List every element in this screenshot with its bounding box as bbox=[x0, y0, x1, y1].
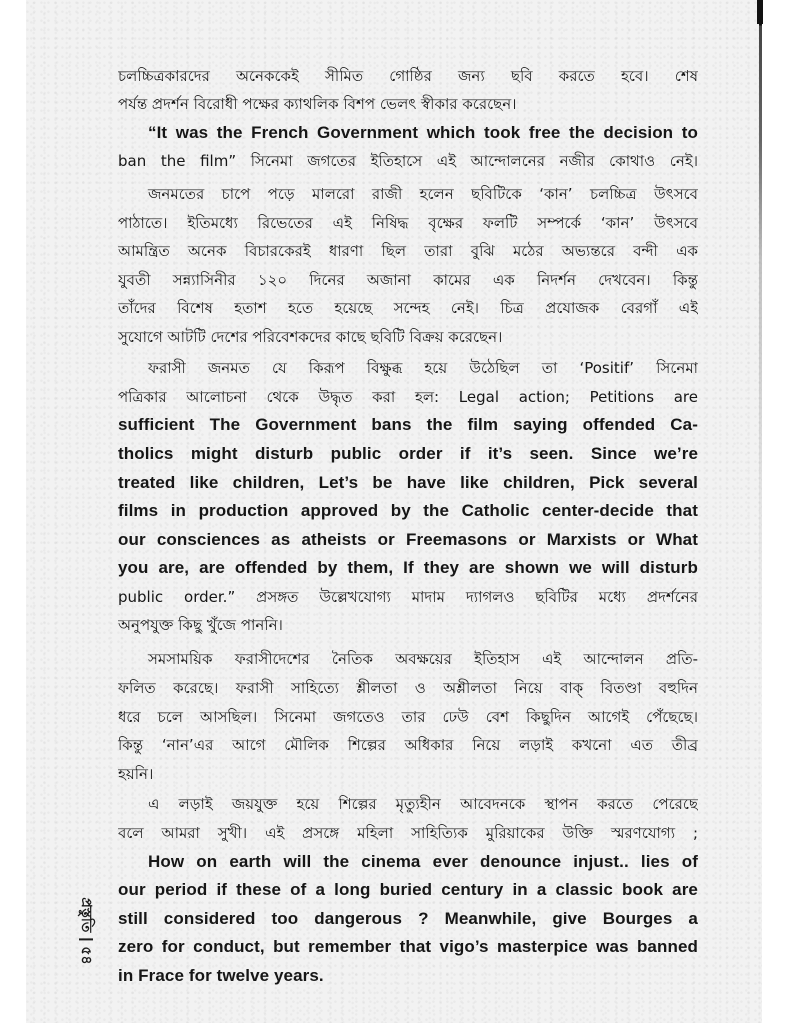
text-line: public order.” প্রসঙ্গত উল্লেখযোগ্য মাদাম দ্যাগলও ছবিটির মধ্যে প্রদর্শনের bbox=[118, 588, 698, 606]
text-line: চলচ্চিত্রকারদের অনেককেই সীমিত গোষ্ঠির জন্য ছবি করতে হবে। শেষ bbox=[118, 67, 698, 85]
text-line: কিন্তু ‘নান’এর আগে মৌলিক শিল্পের অধিকার নিয়ে লড়াই কখনো এত তীব্র bbox=[118, 736, 698, 754]
text-line: সমসাময়িক ফরাসীদেশের নৈতিক অবক্ষয়ের ইতিহাস এই আন্দোলন প্রতি- bbox=[148, 650, 698, 668]
text-line: পর্যন্ত প্রদর্শন বিরোধী পক্ষের ক্যাথলিক বিশপ ভেলৎ স্বীকার করেছেন। bbox=[118, 95, 517, 113]
text-line: আমন্ত্রিত অনেক বিচারকেরই ধারণা ছিল তারা বুঝি মঠের অভ্যন্তরে বন্দী এক bbox=[118, 242, 698, 260]
text-line: sufficient The Government bans the film saying offended Ca- bbox=[118, 415, 698, 434]
text-line: “It was the French Government which took free the decision to bbox=[148, 123, 698, 142]
text-line: জনমতের চাপে পড়ে মালরো রাজী হলেন ছবিটিকে ‘কান’ চলচ্চিত্র উৎসবে bbox=[148, 185, 698, 203]
text-line: films in production approved by the Catholic center-decide that bbox=[118, 501, 698, 520]
text-line: our consciences as atheists or Freemasons or Marxists or What bbox=[118, 530, 698, 549]
text-line: পাঠাতে। ইতিমধ্যে রিভেতের এই নিষিদ্ধ বৃক্ষের ফলটি সম্পর্কে ‘কান’ উৎসবে bbox=[118, 214, 698, 232]
text-line: ban the film” সিনেমা জগতের ইতিহাসে এই আন্দোলনের নজীর কোথাও নেই। bbox=[118, 152, 698, 170]
text-line: ফরাসী জনমত যে কিরূপ বিক্ষুব্ধ হয়ে উঠেছিল তা ‘Positif’ সিনেমা bbox=[148, 359, 698, 377]
text-line: you are, are offended by them, If they are shown we will disturb bbox=[118, 558, 698, 577]
page-edge-line bbox=[759, 0, 762, 1023]
margin-running-head bbox=[66, 868, 106, 993]
text-line: still considered too dangerous ? Meanwhile, give Bourges a bbox=[118, 909, 698, 928]
text-line: in Frace for twelve years. bbox=[118, 966, 324, 985]
running-title: প্রস্তুতি bbox=[78, 896, 94, 932]
page-number: ৫৪ bbox=[78, 945, 94, 965]
text-line: our period if these of a long buried century in a classic book are bbox=[118, 880, 698, 899]
divider bbox=[79, 938, 93, 940]
text-line: অনুপযুক্ত কিছু খুঁজে পাননি। bbox=[118, 616, 283, 634]
text-line: বলে আমরা সুখী। এই প্রসঙ্গে মহিলা সাহিত্যিক মুরিয়াকের উক্তি স্মরণযোগ্য ; bbox=[118, 824, 698, 842]
text-line: যুবতী সন্ন্যাসিনীর ১২০ দিনের অজানা কামের এক নিদর্শন দেখবেন। কিন্তু bbox=[118, 271, 698, 289]
text-line: সুযোগে আটটি দেশের পরিবেশকদের কাছে ছবিটি বিক্রয় করেছেন। bbox=[118, 328, 503, 346]
text-line: tholics might disturb public order if it’s seen. Since we’re bbox=[118, 444, 698, 463]
text-line: এ লড়াই জয়যুক্ত হয়ে শিল্পের মৃত্যুহীন আবেদনকে স্থাপন করতে পেরেছে bbox=[148, 795, 698, 813]
text-line: How on earth will the cinema ever denounce injust.. lies of bbox=[148, 852, 698, 871]
text-line: ধরে চলে আসছিল। সিনেমা জগতেও তার ঢেউ বেশ কিছুদিন আগেই পেঁছেছে। bbox=[118, 708, 698, 726]
text-line: treated like children, Let’s be have like children, Pick several bbox=[118, 473, 698, 492]
text-line: তাঁদের বিশেষ হতাশ হতে হয়েছে সন্দেহ নেই। চিত্র প্রযোজক বেরগাঁ এই bbox=[118, 299, 698, 317]
text-line: পত্রিকার আলোচনা থেকে উদ্ধৃত করা হল: Legal action; Petitions are bbox=[118, 388, 698, 406]
text-line: zero for conduct, but remember that vigo’s masterpice was banned bbox=[118, 937, 698, 956]
text-line: হয়নি। bbox=[118, 765, 154, 783]
text-line: ফলিত করেছে। ফরাসী সাহিত্যে শ্লীলতা ও অশ্লীলতা নিয়ে বাক্ বিতণ্ডা বহুদিন bbox=[118, 679, 698, 697]
